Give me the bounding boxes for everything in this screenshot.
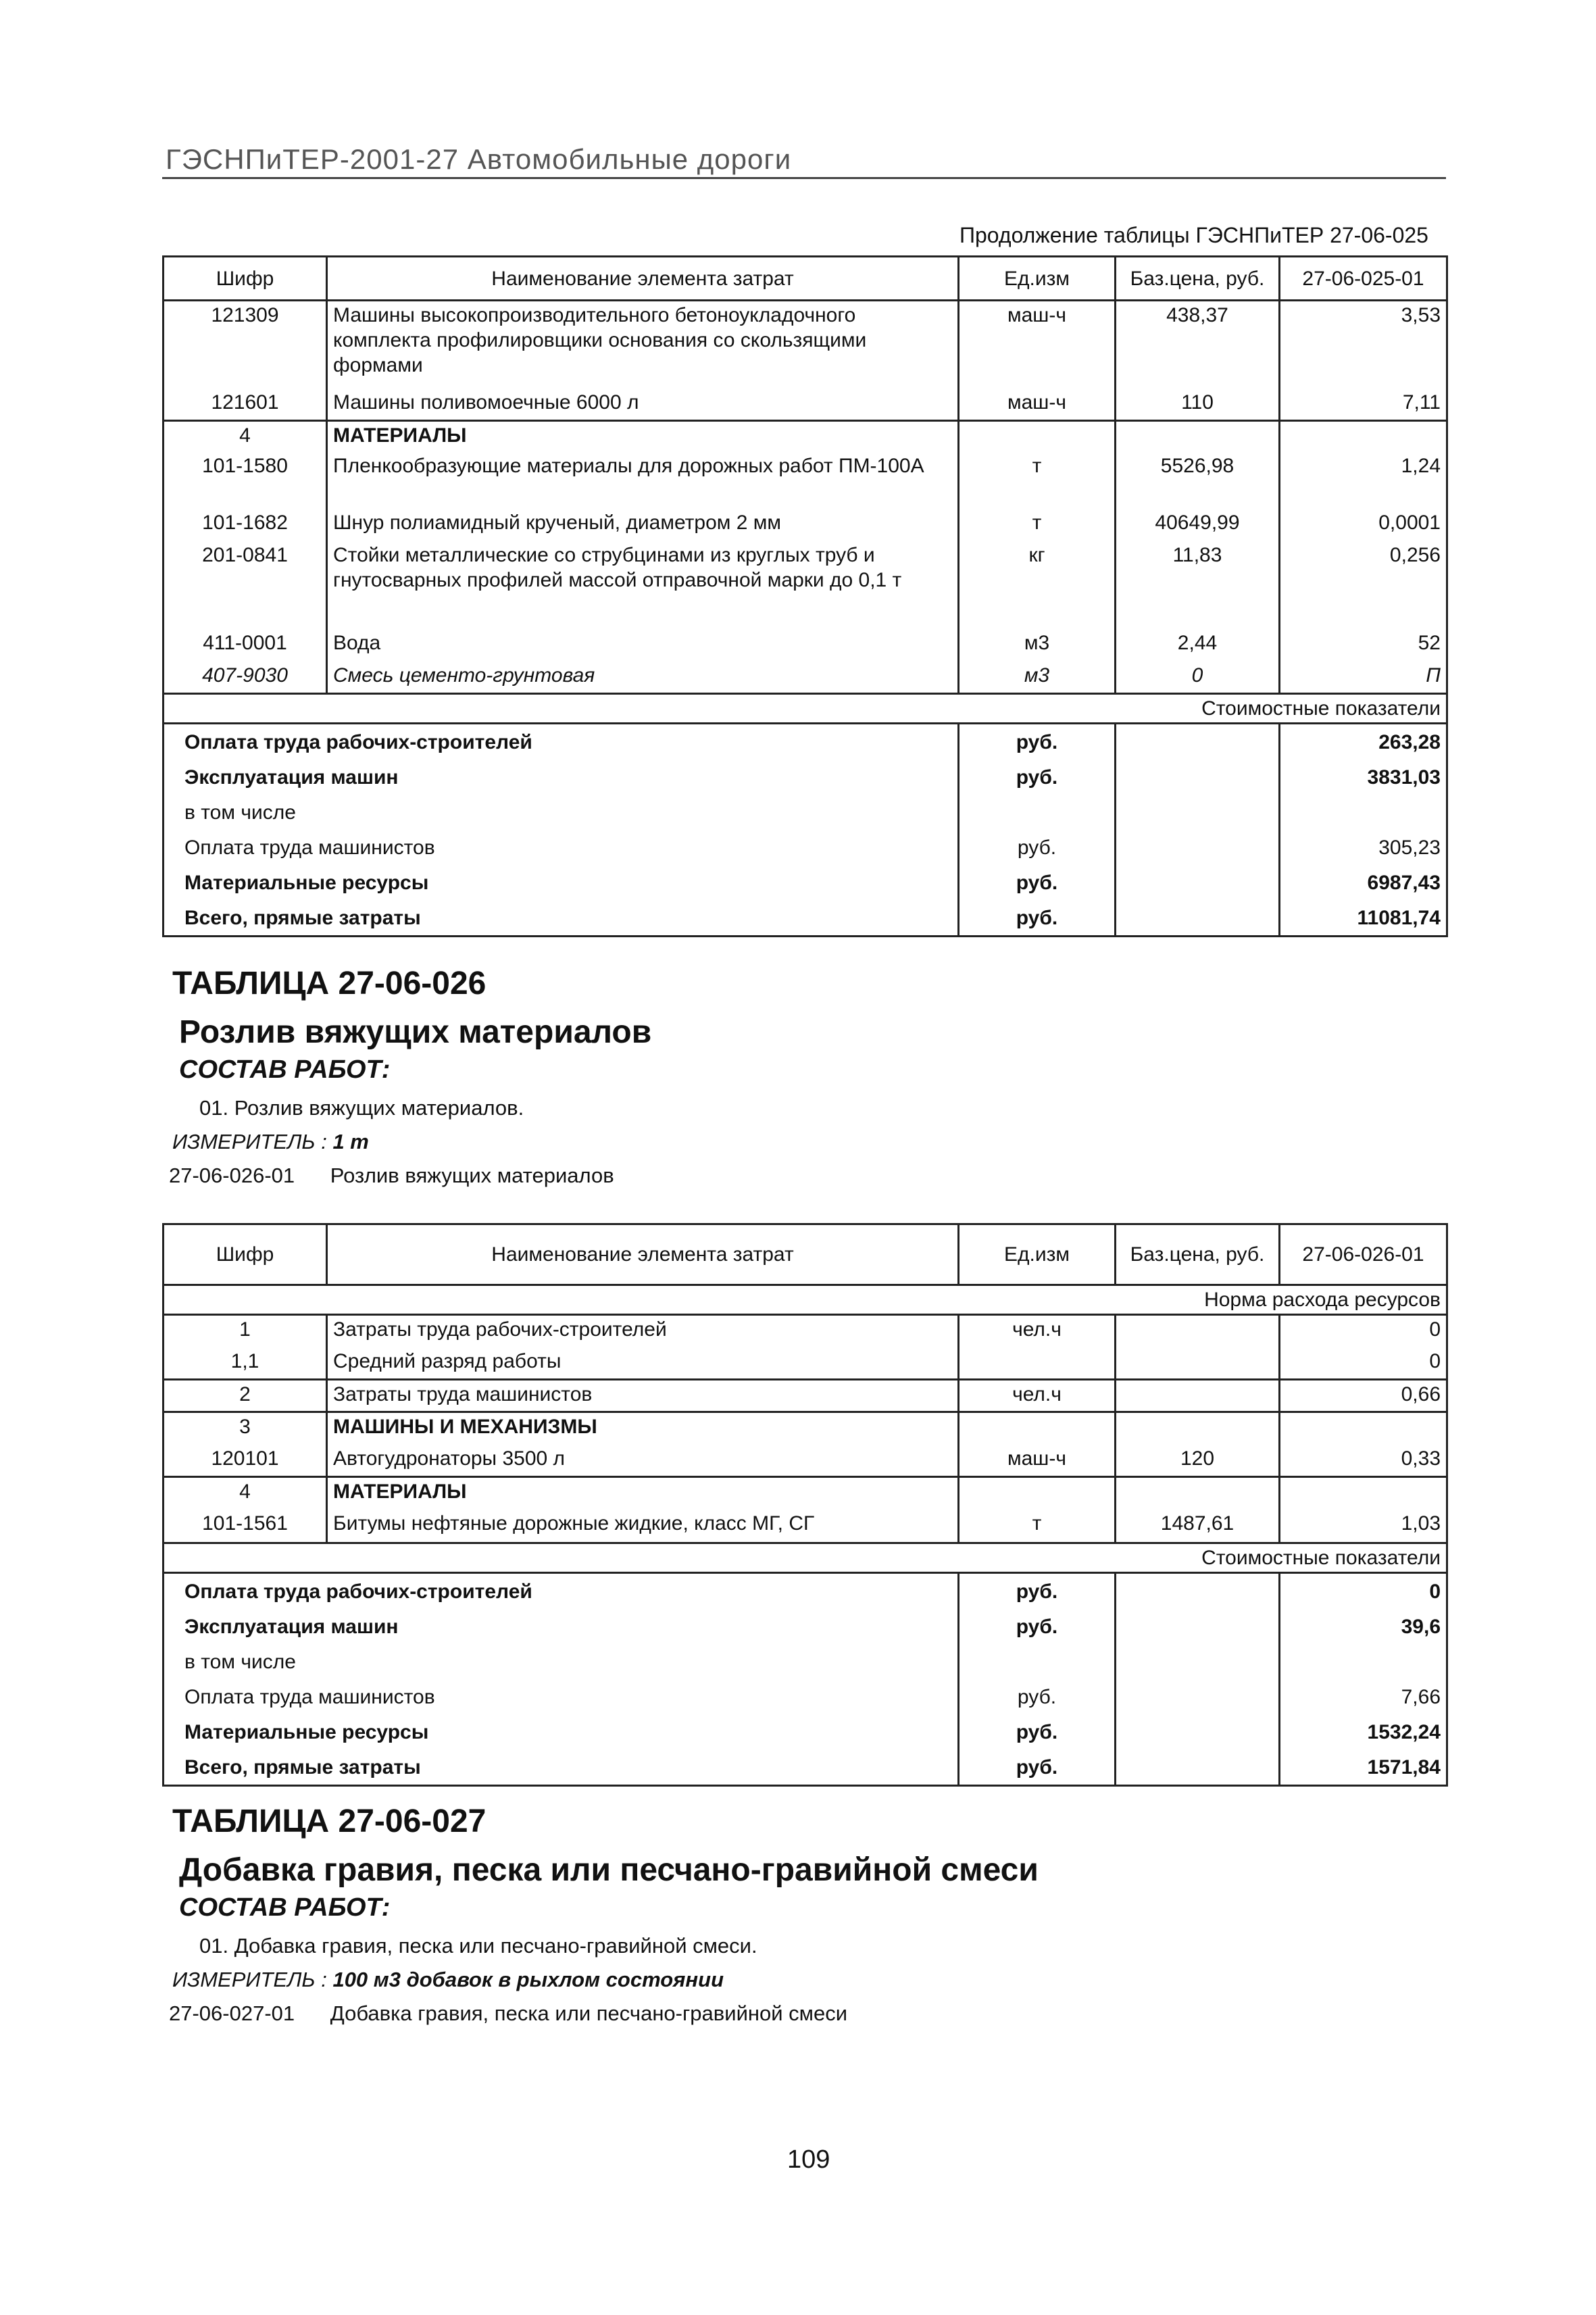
totals-row: Эксплуатация машин руб. 39,6 <box>164 1609 1447 1644</box>
table-row: 1 Затраты труда рабочих-строителей чел.ч 0 <box>164 1315 1447 1347</box>
totals-row: Всего, прямые затраты руб. 1571,84 <box>164 1749 1447 1786</box>
totals-row: Оплата труда машинистов руб. 7,66 <box>164 1679 1447 1714</box>
col-code: Шифр <box>164 257 327 301</box>
section-title-026: ТАБЛИЦА 27-06-026 <box>172 966 487 1001</box>
totals-row: в том числе <box>164 1644 1447 1679</box>
table-row: 201-0841 Стойки металлические со струбцинами из круглых труб и гнутосварных профилей массой отправочной марки до 0,1 т кг 11,83 0,256 <box>164 541 1447 629</box>
table-row: 411-0001 Вода м3 2,44 52 <box>164 629 1447 662</box>
table-row: 3 МАШИНЫ И МЕХАНИЗМЫ <box>164 1412 1447 1445</box>
table-row: 4 МАТЕРИАЛЫ <box>164 421 1447 452</box>
totals-row: Эксплуатация машин руб. 3831,03 <box>164 760 1447 795</box>
stoim-row <box>164 694 1447 724</box>
sostav-label-027: СОСТАВ РАБОТ: <box>179 1893 391 1922</box>
totals-row: Всего, прямые затраты руб. 11081,74 <box>164 900 1447 937</box>
running-header: ГЭСНПиТЕР-2001-27 Автомобильные дороги <box>166 143 792 175</box>
continuation-note: Продолжение таблицы ГЭСНПиТЕР 27-06-025 <box>959 223 1428 247</box>
totals-row: Оплата труда рабочих-строителей руб. 263,28 <box>164 724 1447 760</box>
sostav-label-026: СОСТАВ РАБОТ: <box>179 1055 391 1084</box>
table-row: 101-1682 Шнур полиамидный крученый, диаметром 2 мм т 40649,99 0,0001 <box>164 509 1447 541</box>
norma-row <box>164 1285 1447 1315</box>
section-subtitle-027: Добавка гравия, песка или песчано-гравийной смеси <box>179 1852 1039 1888</box>
page-number: 109 <box>787 2145 830 2174</box>
totals-row: Материальные ресурсы руб. 6987,43 <box>164 865 1447 900</box>
code-line-026: 27-06-026-01 Розлив вяжущих материалов <box>169 1164 614 1187</box>
section-subtitle-026: Розлив вяжущих материалов <box>179 1014 652 1050</box>
totals-row: Материальные ресурсы руб. 1532,24 <box>164 1714 1447 1749</box>
header-rule <box>162 177 1446 179</box>
table-row: 121601 Машины поливомоечные 6000 л маш-ч 110 7,11 <box>164 389 1447 421</box>
table-row: 1,1 Средний разряд работы 0 <box>164 1347 1447 1380</box>
table-row: 101-1561 Битумы нефтяные дорожные жидкие, класс МГ, СГ т 1487,61 1,03 <box>164 1510 1447 1543</box>
work-item-026: 01. Розлив вяжущих материалов. <box>199 1096 524 1120</box>
table-header-row: Шифр Наименование элемента затрат Ед.изм Баз.цена, руб. 27-06-026-01 <box>164 1224 1447 1285</box>
table-row: 4 МАТЕРИАЛЫ <box>164 1477 1447 1510</box>
table-27-06-026 <box>162 1223 1448 1787</box>
col-unit: Ед.изм <box>959 257 1116 301</box>
table-header-row <box>164 257 1447 301</box>
table-row: 407-9030 Смесь цементо-грунтовая м3 0 П <box>164 662 1447 694</box>
measure-027: ИЗМЕРИТЕЛЬ : 100 м3 добавок в рыхлом состоянии <box>172 1968 724 1991</box>
totals-row: Оплата труда машинистов руб. 305,23 <box>164 830 1447 865</box>
col-name: Наименование элемента затрат <box>327 257 959 301</box>
table-row: 121309 Машины высокопроизводительного бетоноукладочного комплекта профилировщики основания со скользящими формами маш-ч 438,37 3,53 <box>164 301 1447 389</box>
table-row: 2 Затраты труда машинистов чел.ч 0,66 <box>164 1380 1447 1412</box>
measure-026: ИЗМЕРИТЕЛЬ : 1 т <box>172 1130 369 1153</box>
col-price: Баз.цена, руб. <box>1116 257 1280 301</box>
table-row: 120101 Автогудронаторы 3500 л маш-ч 120 0,33 <box>164 1445 1447 1477</box>
stoim-label: Стоимостные показатели <box>164 694 1447 724</box>
totals-row: в том числе <box>164 795 1447 830</box>
table-27-06-025 <box>162 255 1448 937</box>
totals-row: Оплата труда рабочих-строителей руб. 0 <box>164 1573 1447 1610</box>
table-row: 101-1580 Пленкообразующие материалы для дорожных работ ПМ-100А т 5526,98 1,24 <box>164 452 1447 509</box>
code-line-027: 27-06-027-01 Добавка гравия, песка или песчано-гравийной смеси <box>169 2001 848 2025</box>
section-title-027: ТАБЛИЦА 27-06-027 <box>172 1803 487 1839</box>
norma-label: Норма расхода ресурсов <box>164 1285 1447 1315</box>
work-item-027: 01. Добавка гравия, песка или песчано-гравийной смеси. <box>199 1934 757 1958</box>
col-norm-code: 27-06-025-01 <box>1280 257 1447 301</box>
stoim-row: Стоимостные показатели <box>164 1543 1447 1573</box>
